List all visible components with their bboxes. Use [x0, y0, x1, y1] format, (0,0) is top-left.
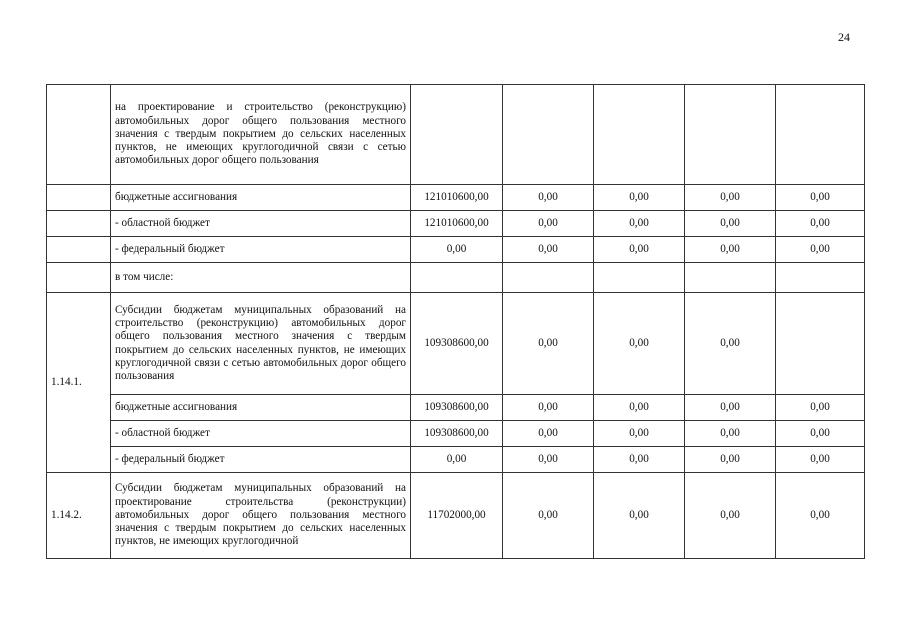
value-cell: [411, 85, 503, 185]
value-cell: [685, 85, 776, 185]
value-cell: 0,00: [776, 473, 865, 559]
value-cell: 109308600,00: [411, 293, 503, 395]
value-cell: 109308600,00: [411, 421, 503, 447]
page-number: 24: [838, 30, 850, 44]
table-row: [47, 185, 865, 211]
value-cell: [594, 85, 685, 185]
row-code-cell: 1.14.1.: [47, 293, 111, 473]
row-description: - федеральный бюджет: [111, 237, 411, 263]
row-code-cell: [47, 263, 111, 293]
value-cell: 0,00: [776, 447, 865, 473]
value-cell: 0,00: [776, 185, 865, 211]
row-description: Субсидии бюджетам муниципальных образований на строительство (реконструкцию) автомобильных дорог общего пользования местного значения с твердым покрытием до сельских населенных пунктов, не имеющих круглогодичной связи с сетью автомобильных дорог общего пользования: [115, 303, 406, 382]
value-cell: 0,00: [503, 395, 594, 421]
table-row: [47, 395, 865, 421]
table-row: [47, 473, 865, 559]
value-cell: 121010600,00: [411, 185, 503, 211]
row-description: Субсидии бюджетам муниципальных образований на проектирование строительства (реконструкции) автомобильных дорог общего пользования местного значения с твердым покрытием до сельских населенных пунктов, не имеющих круглогодичной: [115, 482, 406, 548]
row-description-cell: [111, 293, 411, 395]
value-cell: [776, 263, 865, 293]
value-cell: 0,00: [411, 237, 503, 263]
value-cell: 121010600,00: [411, 211, 503, 237]
value-cell: [776, 293, 865, 395]
value-cell: [594, 263, 685, 293]
row-code-cell: [47, 85, 111, 185]
value-cell: 0,00: [503, 185, 594, 211]
row-description: - областной бюджет: [111, 211, 411, 237]
value-cell: 109308600,00: [411, 395, 503, 421]
table-row: [47, 263, 865, 293]
value-cell: 0,00: [503, 473, 594, 559]
value-cell: 11702000,00: [411, 473, 503, 559]
value-cell: [411, 263, 503, 293]
row-code-cell: [47, 237, 111, 263]
row-description: - федеральный бюджет: [111, 447, 411, 473]
value-cell: 0,00: [685, 185, 776, 211]
row-description: бюджетные ассигнования: [111, 395, 411, 421]
value-cell: [503, 263, 594, 293]
value-cell: 0,00: [776, 211, 865, 237]
value-cell: 0,00: [594, 421, 685, 447]
value-cell: 0,00: [685, 473, 776, 559]
row-description: - областной бюджет: [111, 421, 411, 447]
row-code-cell: [47, 185, 111, 211]
value-cell: 0,00: [594, 237, 685, 263]
budget-table: [46, 84, 865, 559]
value-cell: 0,00: [594, 447, 685, 473]
value-cell: 0,00: [685, 395, 776, 421]
value-cell: [503, 85, 594, 185]
value-cell: 0,00: [685, 447, 776, 473]
row-description: бюджетные ассигнования: [111, 185, 411, 211]
value-cell: 0,00: [685, 421, 776, 447]
row-description: в том числе:: [111, 263, 411, 293]
value-cell: 0,00: [685, 293, 776, 395]
value-cell: [685, 263, 776, 293]
row-description-cell: [111, 85, 411, 185]
row-code-cell: 1.14.2.: [47, 473, 111, 559]
value-cell: 0,00: [503, 421, 594, 447]
value-cell: 0,00: [503, 447, 594, 473]
table-row: [47, 211, 865, 237]
value-cell: 0,00: [503, 237, 594, 263]
table-row: [47, 421, 865, 447]
value-cell: 0,00: [685, 237, 776, 263]
value-cell: 0,00: [776, 395, 865, 421]
value-cell: 0,00: [594, 185, 685, 211]
value-cell: 0,00: [594, 211, 685, 237]
table-row: [47, 447, 865, 473]
value-cell: 0,00: [776, 237, 865, 263]
value-cell: 0,00: [594, 473, 685, 559]
table-row: [47, 85, 865, 185]
row-description-cell: [111, 473, 411, 559]
table-row: [47, 293, 865, 395]
value-cell: 0,00: [411, 447, 503, 473]
row-description: на проектирование и строительство (реконструкцию) автомобильных дорог общего пользования местного значения с твердым покрытием до сельских населенных пунктов, не имеющих круглогодичной связи с сетью автомобильных дорог общего пользования: [115, 101, 406, 167]
row-code-cell: [47, 211, 111, 237]
value-cell: 0,00: [503, 211, 594, 237]
value-cell: 0,00: [594, 395, 685, 421]
value-cell: 0,00: [594, 293, 685, 395]
value-cell: 0,00: [685, 211, 776, 237]
value-cell: [776, 85, 865, 185]
value-cell: 0,00: [503, 293, 594, 395]
value-cell: 0,00: [776, 421, 865, 447]
table-row: [47, 237, 865, 263]
